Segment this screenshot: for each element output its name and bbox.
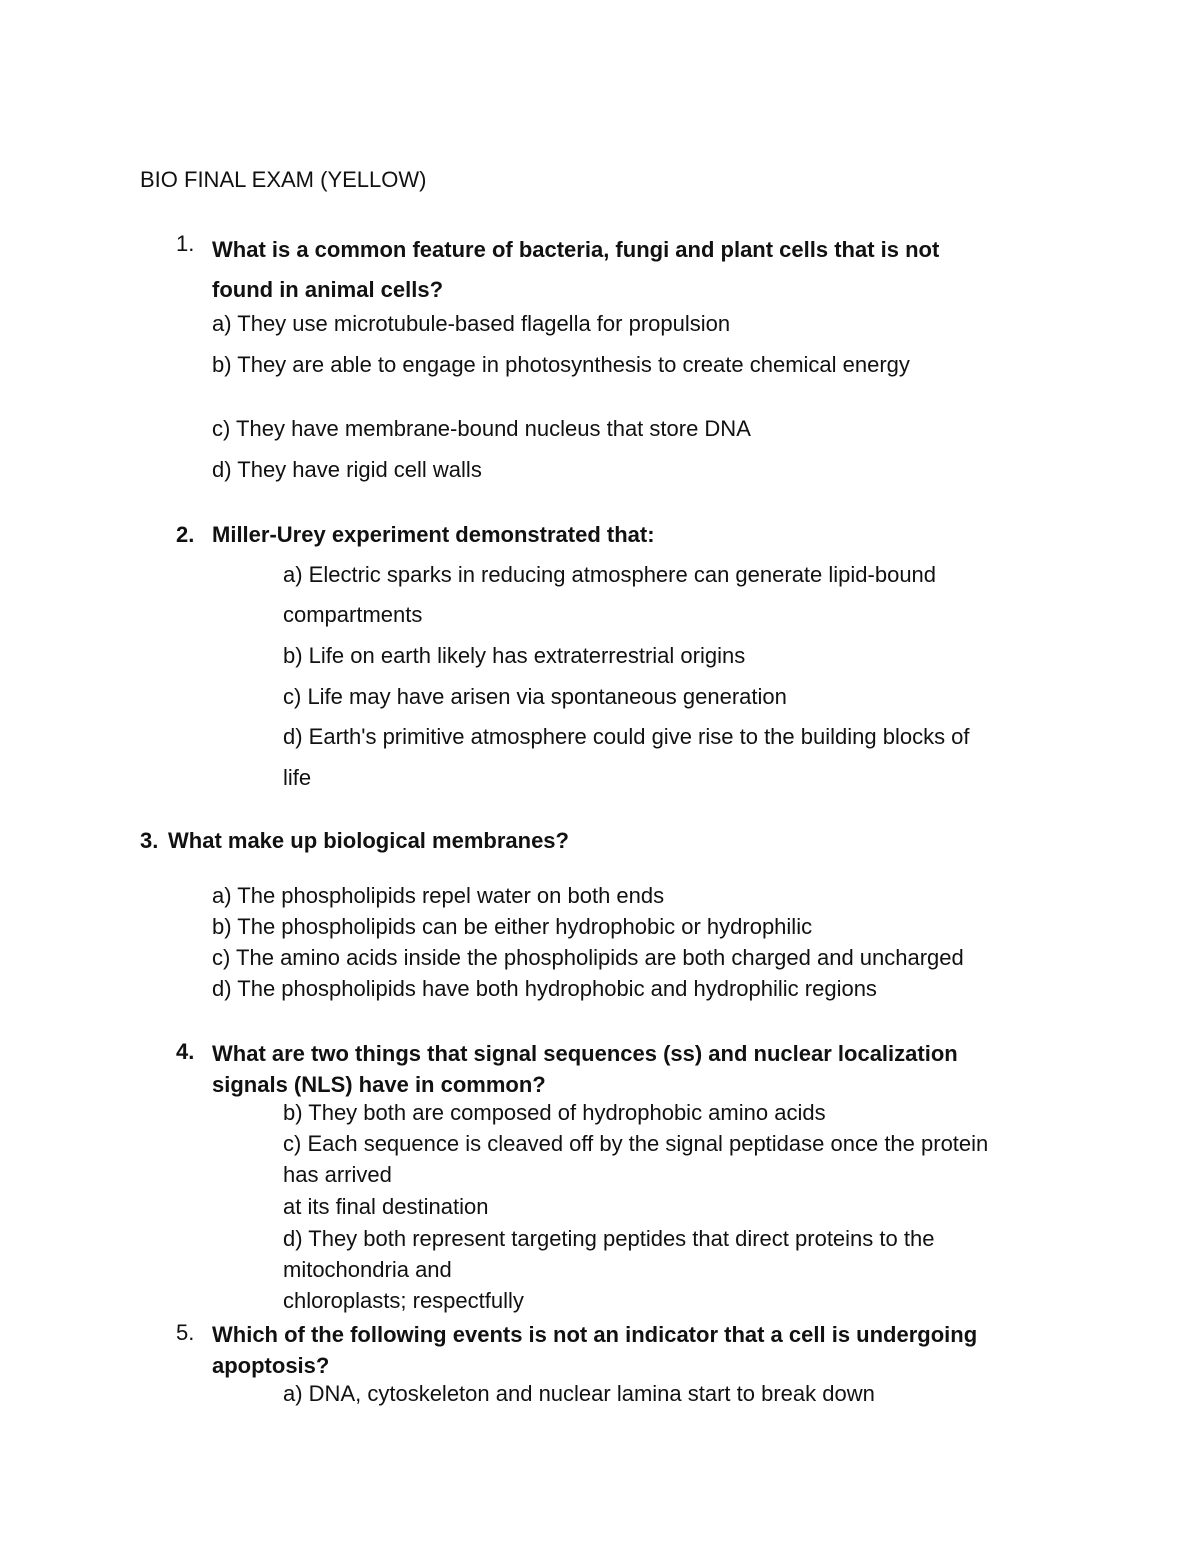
question-2-option-d: d) Earth's primitive atmosphere could give rise to the building blocks of <box>283 724 970 749</box>
question-3-option-a: a) The phospholipids repel water on both ends <box>212 883 665 908</box>
question-1-number: 1. <box>176 231 195 256</box>
question-4-line-2: signals (NLS) have in common? <box>212 1072 546 1097</box>
question-4-option-c-cont-1: has arrived <box>283 1162 392 1187</box>
question-1-option-c: c) They have membrane-bound nucleus that store DNA <box>212 416 751 441</box>
question-3-option-c: c) The amino acids inside the phospholipids are both charged and uncharged <box>212 945 964 970</box>
question-2-text <box>212 521 655 549</box>
question-3-line-1: What make up biological membranes? <box>168 828 569 853</box>
question-5-number: 5. <box>176 1320 195 1345</box>
question-5-line-2: apoptosis? <box>212 1353 330 1378</box>
question-2-option-d-cont: life <box>283 765 312 790</box>
question-1-option-b: b) They are able to engage in photosynthesis to create chemical energy <box>212 352 910 377</box>
question-4-option-b: b) They both are composed of hydrophobic amino acids <box>283 1100 826 1125</box>
question-4-line-1: What are two things that signal sequences (ss) and nuclear localization <box>212 1041 958 1066</box>
question-2-option-b: b) Life on earth likely has extraterrestrial origins <box>283 643 746 668</box>
question-1-option-a: a) They use microtubule-based flagella for propulsion <box>212 311 731 336</box>
question-5-text <box>212 1319 977 1381</box>
question-4-option-d: d) They both represent targeting peptides that direct proteins to the <box>283 1226 935 1251</box>
question-2-option-a-cont: compartments <box>283 602 423 627</box>
question-4-option-c: c) Each sequence is cleaved off by the signal peptidase once the protein <box>283 1131 989 1156</box>
question-3-number: 3. <box>140 828 159 853</box>
question-3-option-d: d) The phospholipids have both hydrophobic and hydrophilic regions <box>212 976 877 1001</box>
question-4-option-c-cont-2: at its final destination <box>283 1194 489 1219</box>
question-4-option-d-cont-2: chloroplasts; respectfully <box>283 1288 524 1313</box>
question-1-option-d: d) They have rigid cell walls <box>212 457 482 482</box>
question-2-number: 2. <box>176 522 195 547</box>
question-2-option-a: a) Electric sparks in reducing atmosphere can generate lipid-bound <box>283 562 937 587</box>
question-4-number: 4. <box>176 1039 195 1064</box>
question-3-option-b: b) The phospholipids can be either hydrophobic or hydrophilic <box>212 914 813 939</box>
question-5-option-a: a) DNA, cytoskeleton and nuclear lamina start to break down <box>283 1381 875 1406</box>
exam-title: BIO FINAL EXAM (YELLOW) <box>140 167 427 192</box>
question-1-line-1: What is a common feature of bacteria, fungi and plant cells that is not <box>212 237 940 262</box>
question-2-line-1: Miller-Urey experiment demonstrated that: <box>212 522 655 547</box>
question-2-option-c: c) Life may have arisen via spontaneous generation <box>283 684 787 709</box>
question-1-text <box>212 230 939 310</box>
question-5-line-1: Which of the following events is not an indicator that a cell is undergoing <box>212 1322 978 1347</box>
question-3-text <box>168 827 569 855</box>
question-1-line-2: found in animal cells? <box>212 277 444 302</box>
question-4-text <box>212 1038 958 1100</box>
question-4-option-d-cont-1: mitochondria and <box>283 1257 452 1282</box>
